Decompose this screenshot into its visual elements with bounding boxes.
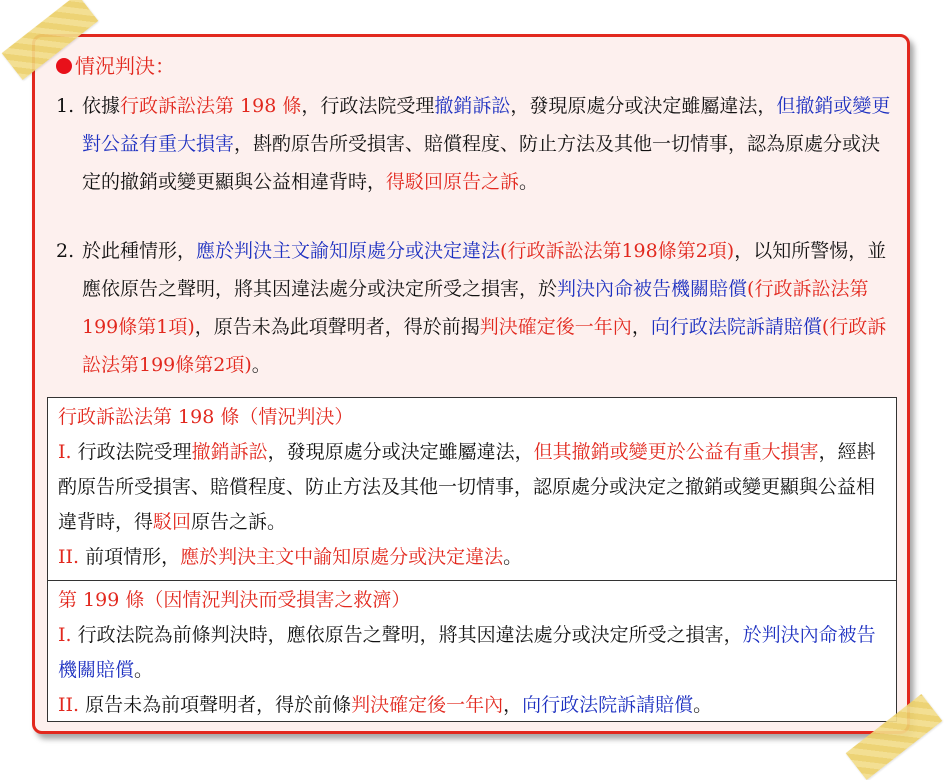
highlight-red-text: 行政訴訟法第 198 條 — [120, 95, 302, 117]
list-item-2 — [56, 232, 896, 384]
highlight-red-text: II. — [58, 546, 80, 568]
highlight-blue-text: 向行政法院訴請賠償 — [650, 316, 822, 338]
text-segment: 。 — [134, 659, 154, 681]
highlight-red-text: (行政訴訟法第199條第1項) — [82, 278, 869, 338]
text-segment: 於此種情形， — [82, 240, 197, 262]
text-segment: 行政法院受理 — [71, 441, 192, 463]
highlight-blue-text: 於判決內命被告機關賠償 — [58, 624, 876, 681]
highlight-red-text: I. — [58, 624, 72, 646]
text-segment: ，行政法院受理 — [301, 95, 435, 117]
highlight-blue-text: 應於判決主文諭知原處分或決定違法 — [196, 240, 501, 262]
highlight-red-text: (行政訴訟法第198條第2項) — [500, 240, 735, 262]
item-number: 2. — [56, 240, 75, 262]
highlight-red-text: 判決確定後一年內 — [479, 316, 632, 338]
text-segment: ，經斟酌原告所受損害、賠償程度、防止方法及其他一切情事，認原處分或決定之撤銷或變更顯與公益相違背時，得 — [58, 441, 876, 533]
law-title: 第 199 條（因情況判決而受損害之救濟） — [58, 589, 411, 611]
section-heading — [56, 52, 175, 80]
red-bullet-icon — [56, 58, 72, 74]
law-paragraph — [58, 540, 886, 575]
text-segment: 。 — [251, 354, 271, 376]
text-segment: ，發現原處分或決定雖屬違法， — [510, 95, 777, 117]
text-segment: 。 — [519, 171, 539, 193]
highlight-red-text: 應於判決主文中諭知原處分或決定違法 — [180, 546, 504, 568]
text-segment: ， — [503, 694, 523, 716]
text-segment: 。 — [693, 694, 713, 716]
highlight-red-text: 回原告之訴 — [424, 171, 520, 193]
text-segment: 前項情形， — [79, 546, 181, 568]
item-body — [56, 232, 896, 384]
text-segment: 。 — [503, 546, 523, 568]
text-segment: ，斟酌原告所受損害、賠償程度、防止方法及其他一切情事，認為原處分或決定的撤銷或變更顯與公益相違背時， — [82, 133, 881, 193]
law-box-article-199 — [47, 580, 897, 722]
highlight-blue-text: 判決內命被告機關賠償 — [557, 278, 748, 300]
heading-text: 情況判決： — [75, 54, 175, 78]
law-paragraph — [58, 688, 886, 723]
law-box-article-198 — [47, 397, 897, 581]
item-body — [56, 87, 896, 201]
highlight-red-text: 判決確定後一年內 — [351, 694, 504, 716]
list-item-1 — [56, 87, 896, 201]
item-number: 1. — [56, 95, 75, 117]
text-segment: ， — [631, 316, 651, 338]
highlight-blue-text: 但撤銷或變更對公益有重大損害 — [82, 95, 891, 155]
highlight-red-text: 得駁 — [386, 171, 425, 193]
highlight-red-text: 駁回 — [153, 511, 192, 533]
highlight-red-text: 但其撤銷或變更於公益有重大損害 — [533, 441, 819, 463]
law-paragraph — [58, 618, 886, 688]
text-segment: 原告未為前項聲明者，得於前條 — [79, 694, 352, 716]
text-segment: 依據 — [82, 95, 121, 117]
text-segment: ，發現原處分或決定雖屬違法， — [267, 441, 534, 463]
text-segment: 原告之訴。 — [191, 511, 287, 533]
highlight-blue-text: 撤銷訴訟 — [434, 95, 511, 117]
highlight-red-text: (行政訴訟法第199條第2項) — [82, 316, 887, 376]
highlight-red-text: I. — [58, 441, 72, 463]
text-segment: ，以知所警惕，並應依原告之聲明，將其因違法處分或決定所受之損害，於 — [82, 240, 887, 300]
text-segment: ，原告未為此項聲明者，得於前揭 — [194, 316, 480, 338]
highlight-red-text: 撤銷訴訟 — [191, 441, 268, 463]
law-title: 行政訴訟法第 198 條（情況判決） — [58, 406, 354, 428]
text-segment: 行政法院為前條判決時，應依原告之聲明，將其因違法處分或決定所受之損害， — [71, 624, 743, 646]
highlight-blue-text: 向行政法院訴請賠償 — [522, 694, 694, 716]
law-paragraph — [58, 435, 886, 540]
highlight-red-text: II. — [58, 694, 80, 716]
